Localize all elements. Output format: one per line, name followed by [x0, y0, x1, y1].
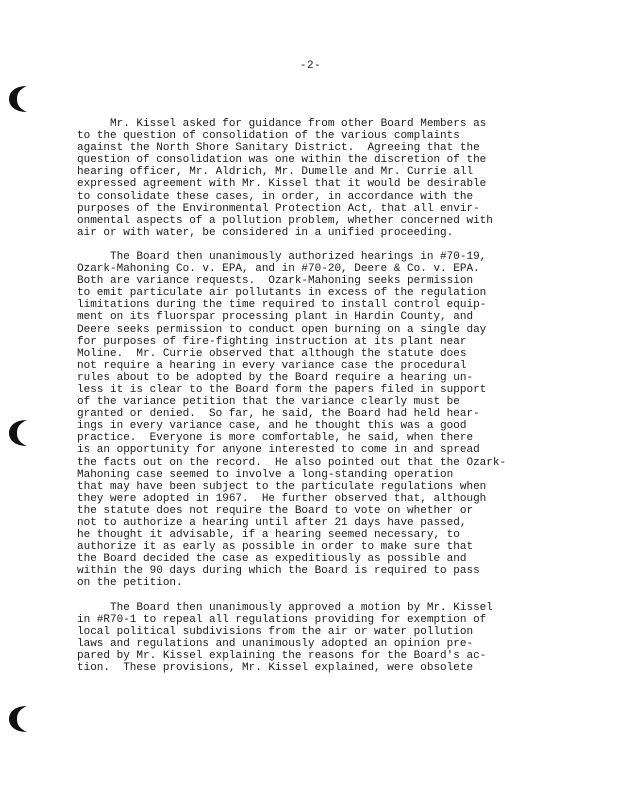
paragraph — [77, 251, 547, 590]
text-line: less it is clear to the Board form the papers filed in support — [77, 383, 487, 396]
text-line: The Board then unanimously authorized hearings in #70-19, — [77, 250, 487, 263]
text-line: purposes of the Environmental Protection Act, that all envir- — [77, 202, 480, 215]
text-line: not require a hearing in every variance case the procedural — [77, 359, 467, 372]
text-line: ment on its fluorspar processing plant in Hardin County, and — [77, 311, 474, 324]
text-line: Ozark-Mahoning Co. v. EPA, and in #70-20, Deere & Co. v. EPA. — [77, 263, 480, 276]
text-line: rules about to be adopted by the Board require a hearing un- — [77, 371, 474, 384]
text-line: the Board decided the case as expeditiously as possible and — [77, 553, 467, 566]
text-line: within the 90 days during which the Board is required to pass — [77, 565, 480, 578]
text-line: Both are variance requests. Ozark-Mahoning seeks permission — [77, 275, 474, 288]
paragraph — [77, 602, 547, 675]
text-line: tion. These provisions, Mr. Kissel explained, were obsolete — [77, 662, 474, 675]
text-line: to consolidate these cases, in order, in accordance with the — [77, 190, 474, 203]
page-number: -2- — [299, 60, 322, 72]
text-line: Mr. Kissel asked for guidance from other Board Members as — [77, 118, 487, 130]
text-line: for purposes of fire-fighting instruction at its plant near — [77, 335, 467, 348]
text-line: he thought it advisable, if a hearing seemed necessary, to — [77, 529, 460, 542]
text-line: to the question of consolidation of the various complaints — [77, 130, 460, 143]
text-line: the statute does not require the Board to vote on whether or — [77, 504, 474, 517]
text-line: authorize it as early as possible in order to make sure that — [77, 541, 474, 554]
text-line: that may have been subject to the particulate regulations when — [77, 480, 487, 493]
text-line: not to authorize a hearing until after 21 days have passed, — [77, 517, 467, 529]
text-line: Deere seeks permission to conduct open burning on a single day — [77, 323, 487, 336]
text-line: The Board then unanimously approved a motion by Mr. Kissel — [77, 601, 493, 614]
text-line: onmental aspects of a pollution problem, whether concerned with — [77, 214, 493, 227]
text-line: practice. Everyone is more comfortable, he said, when there — [77, 432, 474, 445]
text-line: granted or denied. So far, he said, the Board had held hear- — [77, 408, 480, 421]
text-line: Moline. Mr. Currie observed that although the statute does — [77, 347, 467, 360]
text-line: Mahoning case seemed to involve a long-standing operation — [77, 468, 454, 481]
text-line: is an opportunity for anyone interested to come in and spread — [77, 444, 480, 457]
text-line: of the variance petition that the variance clearly must be — [77, 396, 460, 409]
text-line: local political subdivisions from the air or water pollution — [77, 625, 474, 638]
text-line: they were adopted in 1967. He further observed that, although — [77, 492, 487, 505]
text-line: expressed agreement with Mr. Kissel that it would be desirable — [77, 178, 487, 191]
text-line: question of consolidation was one within the discretion of the — [77, 154, 487, 167]
punch-hole-icon — [6, 82, 32, 116]
punch-hole-icon — [6, 416, 32, 450]
text-line: on the petition. — [77, 577, 183, 590]
document-body — [77, 118, 547, 674]
punch-hole-icon — [6, 702, 32, 736]
paragraph — [77, 118, 547, 239]
text-line: hearing officer, Mr. Aldrich, Mr. Dumelle and Mr. Currie all — [77, 166, 474, 179]
text-line: in #R70-1 to repeal all regulations providing for exemption of — [77, 613, 487, 626]
text-line: to emit particulate air pollutants in excess of the regulation — [77, 287, 487, 300]
text-line: against the North Shore Sanitary District. Agreeing that the — [77, 142, 480, 155]
text-line: limitations during the time required to install control equip- — [77, 299, 487, 312]
text-line: ings in every variance case, and he thought this was a good — [77, 420, 467, 433]
text-line: the facts out on the record. He also pointed out that the Ozark- — [77, 456, 507, 469]
text-line: laws and regulations and unanimously adopted an opinion pre- — [77, 637, 474, 650]
text-line: pared by Mr. Kissel explaining the reasons for the Board's ac- — [77, 649, 487, 662]
text-line: air or with water, be considered in a unified proceeding. — [77, 226, 454, 239]
